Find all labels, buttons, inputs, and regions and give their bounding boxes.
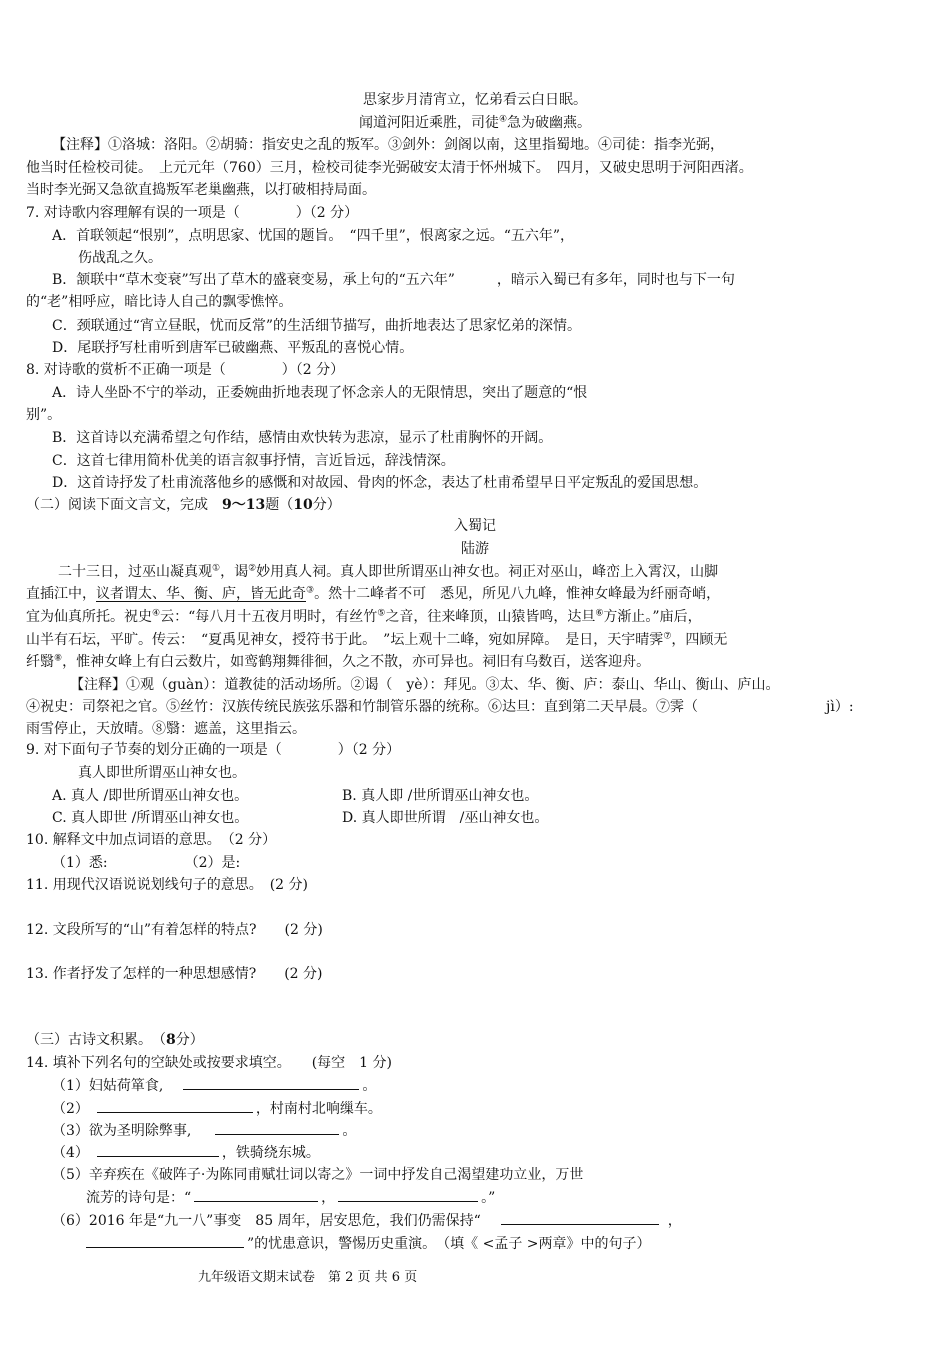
question-10-sub: （1）悉: （2）是: (52, 855, 241, 871)
question-8-option-a: A．诗人坐卧不宁的举动，正委婉曲折地表现了怀念亲人的无限情思，突出了题意的“恨 (52, 385, 588, 401)
question-10-stem: 10. 解释文中加点词语的意思。 （2 分） (26, 832, 277, 848)
question-12: 12. 文段所写的“山”有着怎样的特点? (2 分) (26, 922, 323, 938)
question-14-item-4: （4） ，铁骑绕东城。 (52, 1142, 320, 1163)
essay-note-line-2-end: jì）: (826, 699, 854, 715)
question-7-option-c: C．颈联通过“宵立昼眠，忧而反常”的生活细节描写，曲折地表达了思家忆弟的深情。 (52, 318, 582, 334)
essay-line-2: 直插江中，议者谓太、华、衡、庐，皆无此奇③。然十二峰者不可 悉见，所见八九峰，惟神女峰最为纤丽奇峭， (26, 585, 721, 602)
question-8-stem: 8. 对诗歌的赏析不正确一项是（ ）（2 分） (26, 362, 345, 378)
essay-line-4: 山半有石坛，平旷。传云： “夏禹见神女，授符书于此。 ”坛上观十二峰，宛如屏障。 是日，天宇晴霁⑦，四顾无 (26, 631, 728, 648)
question-8-option-b: B．这首诗以充满希望之句作结，感情由欢快转为悲凉，显示了杜甫胸怀的开阔。 (52, 430, 553, 446)
question-14-item-5-cont: 流芳的诗句是：“ ， 。” (86, 1187, 495, 1208)
essay-note-line-3: 雨雪停止，天放晴。⑧翳：遮盖，这里指云。 (26, 721, 306, 737)
fill-blank[interactable] (97, 1142, 219, 1157)
question-9-option-b: B. 真人即 /世所谓巫山神女也。 (342, 788, 539, 804)
question-8-option-c: C．这首七律用简朴优美的语言叙事抒情，言近旨远，辞浅情深。 (52, 453, 455, 469)
poem-line-2: 闻道河阳近乘胜，司徒④急为破幽燕。 (358, 114, 592, 131)
underlined-sentence: 议者谓太、华、衡、庐，皆无此奇 (96, 586, 306, 602)
fill-blank[interactable] (86, 1233, 244, 1248)
question-14-item-2: （2） ，村南村北响缫车。 (52, 1098, 382, 1119)
question-7-option-a-cont: 伤战乱之久。 (78, 250, 162, 266)
fill-blank[interactable] (97, 1098, 253, 1113)
question-14-stem: 14. 填补下列名句的空缺处或按要求填空。 (每空 1 分) (26, 1055, 392, 1071)
question-7-option-a: A．首联领起“恨别”，点明思家、忧国的题旨。 “四千里”，恨离家之远。“五六年”， (52, 228, 575, 244)
poem-note-line-3: 当时李光弼又急欲直捣叛军老巢幽燕，以打破相持局面。 (26, 182, 376, 198)
question-14-item-3: （3）欲为圣明除弊事, 。 (52, 1120, 356, 1141)
poem-line-1: 思家步月清宵立，忆弟看云白日眠。 (363, 92, 587, 108)
question-9-stem: 9. 对下面句子节奏的划分正确的一项是（ ）（2 分） (26, 742, 401, 758)
essay-line-3: 宜为仙真所托。祝史④云：“每八月十五夜月明时，有丝竹⑤之音，往来峰顶，山猿皆鸣，达旦⑥方渐止。”庙后， (26, 608, 702, 625)
section-2-heading: （二）阅读下面文言文，完成 9～13题（10分） (26, 497, 341, 513)
question-7-option-b-cont: 的“老”相呼应，暗比诗人自己的飘零憔悴。 (26, 294, 293, 310)
question-7-stem: 7. 对诗歌内容理解有误的一项是（ ）（2 分） (26, 205, 359, 221)
question-9-option-a: A. 真人 /即世所谓巫山神女也。 (52, 788, 249, 804)
question-14-item-6: （6）2016 年是“九一八”事变 85 周年，居安思危，我们仍需保持“ ， (52, 1210, 682, 1231)
fill-blank[interactable] (338, 1187, 478, 1202)
poem-note-line-1: 【注释】①洛城：洛阳。②胡骑：指安史之乱的叛军。③剑外：剑阁以南，这里指蜀地。④司徒：指李光弼， (52, 137, 724, 153)
fill-blank[interactable] (501, 1210, 659, 1225)
question-8-option-a-cont: 别”。 (26, 407, 62, 423)
question-9-option-c: C. 真人即世 /所谓巫山神女也。 (52, 810, 249, 826)
essay-title: 入蜀记 (454, 518, 496, 534)
question-9-sentence: 真人即世所谓巫山神女也。 (78, 765, 246, 781)
question-7-option-b: B．颔联中“草木变衰”写出了草木的盛衰变易，承上句的“五六年” ，暗示入蜀已有多年，同时也与下一句 (52, 272, 735, 288)
question-7-option-d: D．尾联抒写杜甫听到唐军已破幽燕、平叛乱的喜悦心情。 (52, 340, 414, 356)
question-14-item-5: （5）辛弃疾在《破阵子·为陈同甫赋壮词以寄之》一词中抒发自己渴望建功立业，万世 (52, 1167, 584, 1183)
footnote-marker: ④ (498, 114, 508, 125)
fill-blank[interactable] (183, 1075, 359, 1090)
page-footer: 九年级语文期末试卷 第 2 页 共 6 页 (198, 1270, 418, 1285)
question-9-option-d: D. 真人即世所谓 /巫山神女也。 (342, 810, 549, 826)
question-8-option-d: D．这首诗抒发了杜甫流落他乡的感慨和对故园、骨肉的怀念，表达了杜甫希望早日平定叛乱的爱国思想。 (52, 475, 708, 491)
section-3-heading: （三）古诗文积累。 （8分） (26, 1032, 204, 1048)
question-13: 13. 作者抒发了怎样的一种思想感情? (2 分) (26, 966, 323, 982)
question-14-item-6-cont: ”的忧患意识，警惕历史重演。 （填《 <孟子 >两章》中的句子） (86, 1233, 651, 1254)
fill-blank[interactable] (194, 1187, 318, 1202)
question-14-item-1: （1）妇姑荷箪食, 。 (52, 1075, 376, 1096)
essay-note-line-2: ④祝史：司祭祀之官。⑤丝竹：汉族传统民族弦乐器和竹制管乐器的统称。⑥达旦：直到第二天早晨。⑦霁（ (26, 699, 698, 715)
essay-line-1: 二十三日，过巫山凝真观①，谒②妙用真人祠。真人即世所谓巫山神女也。祠正对巫山，峰峦上入霄汉，山脚 (58, 563, 719, 580)
essay-note-line-1: 【注释】①观（guàn）：道教徒的活动场所。②谒（ yè）：拜见。③太、华、衡、庐：泰山、华山、衡山、庐山。 (70, 677, 780, 693)
essay-line-5: 纤翳⑧，惟神女峰上有白云数片，如鸾鹤翔舞徘徊，久之不散，亦可异也。祠旧有乌数百，送客迎舟。 (26, 653, 651, 670)
poem-note-line-2: 他当时任检校司徒。 上元元年（760）三月，检校司徒李光弼破安太清于怀州城下。 四月，又破史思明于河阳西渚。 (26, 160, 753, 176)
question-11: 11. 用现代汉语说说划线句子的意思。 (2 分) (26, 877, 308, 893)
essay-author: 陆游 (461, 541, 489, 557)
fill-blank[interactable] (215, 1120, 339, 1135)
